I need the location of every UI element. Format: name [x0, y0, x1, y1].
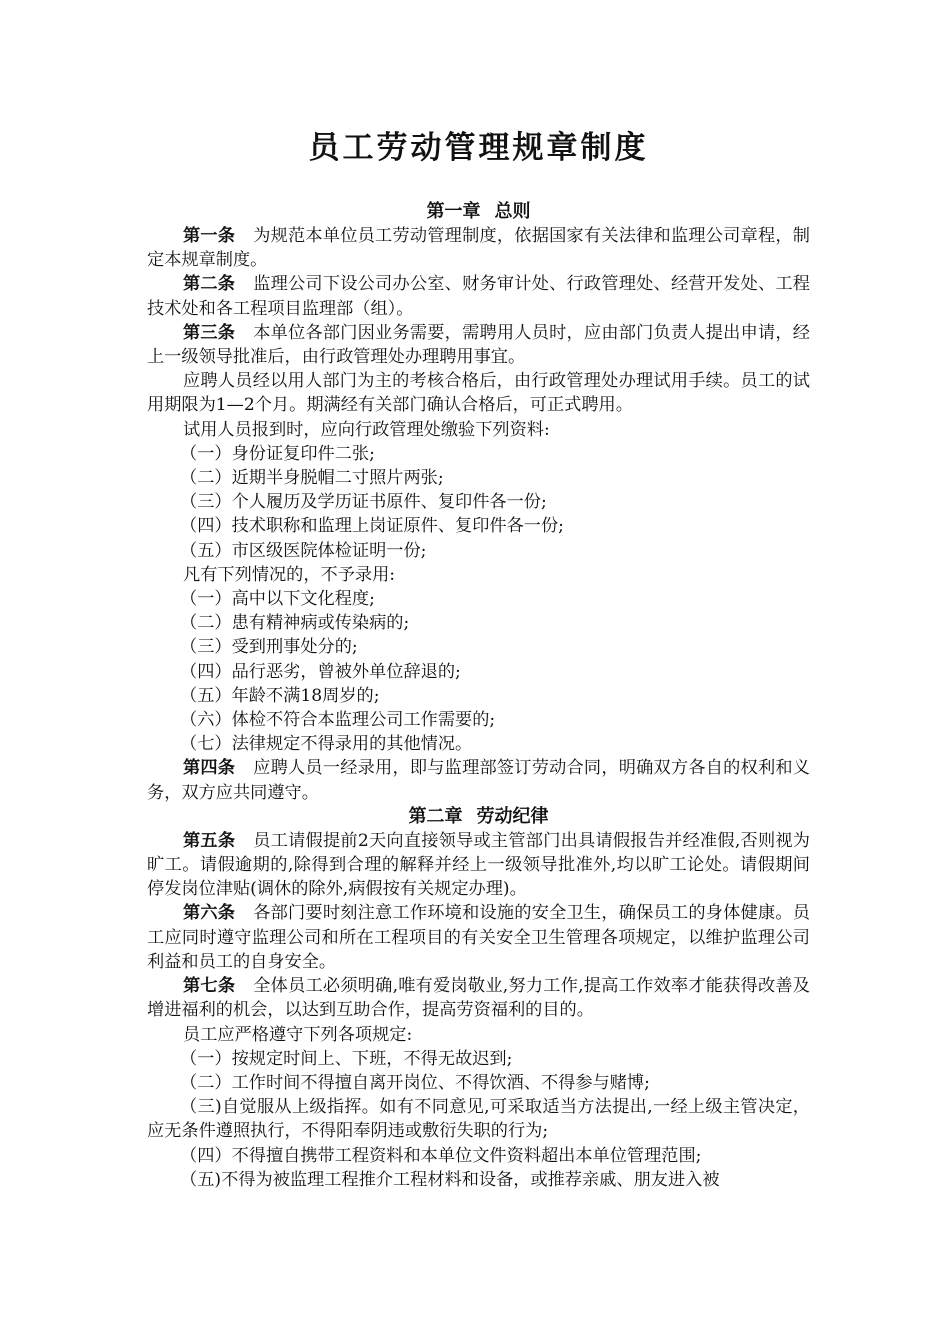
chapter-name: 总则 — [494, 201, 531, 222]
article-7 — [147, 974, 810, 1022]
list-item: （一）身份证复印件二张; — [180, 443, 375, 464]
chapter-2-heading — [147, 805, 810, 829]
article-2 — [147, 272, 810, 320]
list-item: （三）受到刑事处分的; — [180, 637, 358, 658]
article-text: 为规范本单位员工劳动管理制度，依据国家有关法律和监理公司章程，制定本规章制度。 — [147, 226, 810, 271]
list-item: （三）个人履历及学历证书原件、复印件各一份; — [180, 492, 547, 513]
list-item: （五)不得为被监理工程推介工程材料和设备，或推荐亲戚、朋友进入被 — [180, 1169, 720, 1190]
chapter-number: 第一章 — [426, 201, 481, 222]
article-1 — [147, 224, 810, 272]
article-6 — [147, 901, 810, 974]
chapter-number: 第二章 — [408, 805, 463, 827]
article-text: 全体员工必须明确,唯有爱岗敬业,努力工作,提高工作效率才能获得改善及增进福利的机会，以达到互助合作，提高劳资福利的目的。 — [147, 976, 810, 1021]
article-number: 第七条 — [183, 976, 236, 997]
document-title: 员工劳动管理规章制度 — [308, 130, 649, 166]
article-number: 第二条 — [183, 274, 236, 295]
list-item: （一）高中以下文化程度; — [180, 589, 375, 610]
paragraph-docs-intro: 试用人员报到时，应向行政管理处缴验下列资料: — [183, 419, 550, 440]
list-item: （五）年龄不满18周岁的; — [180, 685, 380, 706]
article-number: 第五条 — [183, 830, 236, 851]
list-item: （二）近期半身脱帽二寸照片两张; — [180, 468, 444, 489]
list-item: （一）按规定时间上、下班，不得无故迟到; — [180, 1048, 513, 1069]
paragraph-reject-intro: 凡有下列情况的，不予录用: — [183, 564, 396, 585]
list-item: （五）市区级医院体检证明一份; — [180, 540, 427, 561]
list-item: （四）品行恶劣，曾被外单位辞退的; — [180, 661, 461, 682]
chapter-1-heading — [147, 200, 810, 224]
paragraph-trial: 应聘人员经以用人部门为主的考核合格后，由行政管理处办理试用手续。员工的试用期限为1—2个月。期满经有关部门确认合格后，可正式聘用。 — [147, 371, 810, 416]
article-number: 第一条 — [183, 226, 236, 246]
list-item: （四）不得擅自携带工程资料和本单位文件资料超出本单位管理范围; — [180, 1145, 702, 1166]
paragraph-rules-intro: 员工应严格遵守下列各项规定: — [183, 1024, 413, 1045]
article-number: 第六条 — [183, 903, 236, 924]
list-item: （四）技术职称和监理上岗证原件、复印件各一份; — [180, 516, 564, 537]
article-text: 各部门要时刻注意工作环境和设施的安全卫生，确保员工的身体健康。员工应同时遵守监理公司和所在工程项目的有关安全卫生管理各项规定，以维护监理公司利益和员工的自身安全。 — [147, 903, 810, 972]
article-number: 第三条 — [183, 322, 236, 343]
article-text: 本单位各部门因业务需要，需聘用人员时，应由部门负责人提出申请，经上一级领导批准后，由行政管理处办理聘用事宜。 — [147, 322, 810, 368]
list-item: （二）工作时间不得擅自离开岗位、不得饮酒、不得参与赌博; — [180, 1072, 650, 1093]
list-item: （三)自觉服从上级指挥。如有不同意见,可采取适当方法提出,一经上级主管决定，应无条件遵照执行，不得阳奉阴违或敷衍失职的行为; — [147, 1097, 810, 1142]
article-text: 监理公司下设公司办公室、财务审计处、行政管理处、经营开发处、工程技术处和各工程项目监理部（组）。 — [147, 274, 810, 319]
article-text: 员工请假提前2天向直接领导或主管部门出具请假报告并经准假,否则视为旷工。请假逾期的,除得到合理的解释并经上一级领导批准外,均以旷工论处。请假期间停发岗位津贴(调休的除外,病假按有关规定办理)。 — [147, 830, 810, 900]
article-text: 应聘人员一经录用，即与监理部签订劳动合同，明确双方各自的权利和义务，双方应共同遵守。 — [147, 758, 810, 803]
list-item: （二）患有精神病或传染病的; — [180, 613, 410, 634]
chapter-name: 劳动纪律 — [476, 805, 549, 827]
article-4 — [147, 756, 810, 804]
list-item: （六）体检不符合本监理公司工作需要的; — [180, 710, 496, 731]
article-3 — [147, 321, 810, 369]
article-number: 第四条 — [183, 758, 236, 779]
article-5 — [147, 829, 810, 902]
list-item: （七）法律规定不得录用的其他情况。 — [180, 734, 473, 755]
